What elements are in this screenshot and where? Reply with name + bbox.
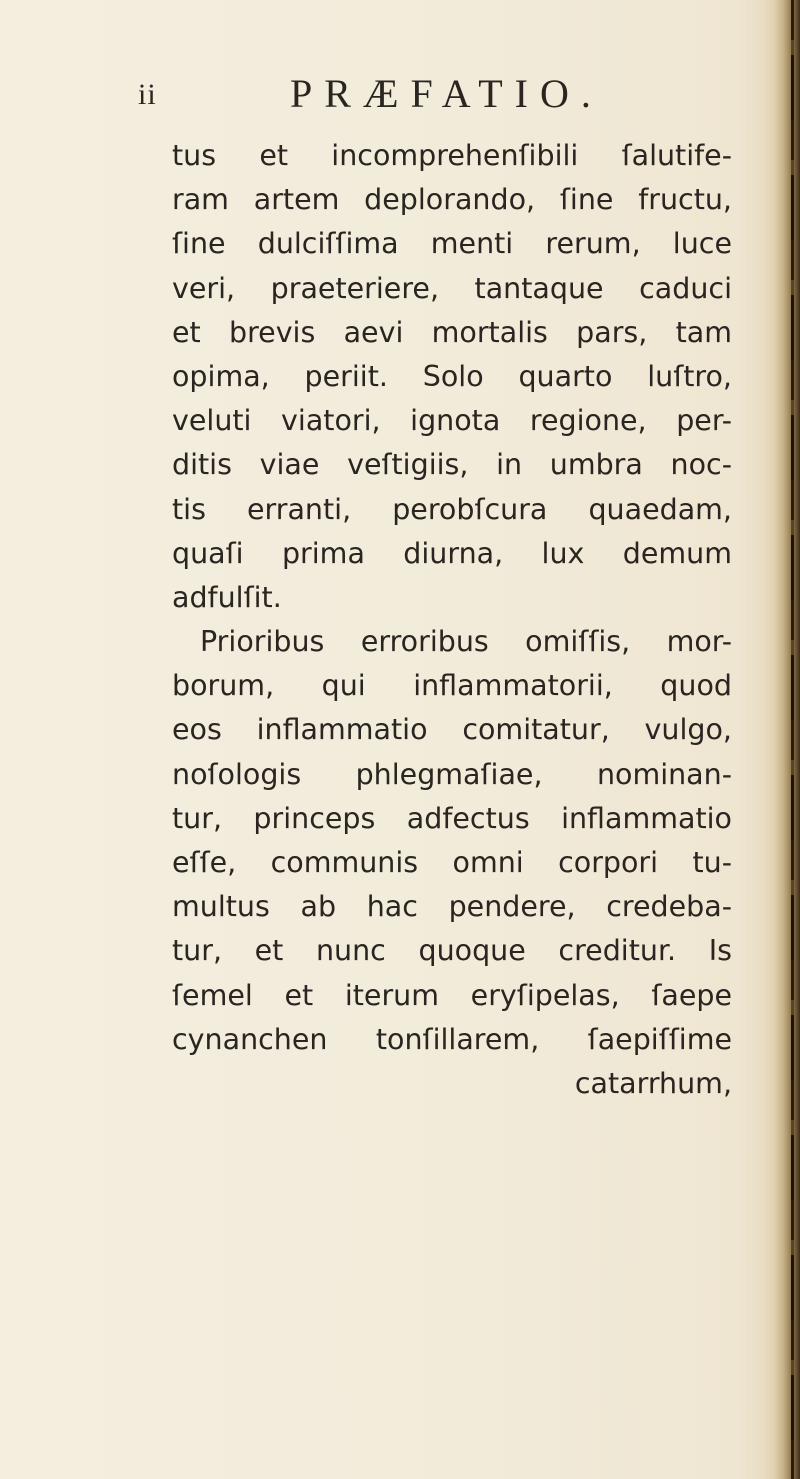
text-line: tur, et nunc quoque creditur. Is <box>172 934 732 968</box>
text-line: tur, princeps adfectus inflammatio <box>172 801 732 835</box>
text-line: eos inflammatio comitatur, vulgo, <box>172 713 732 747</box>
paragraph-2 <box>172 620 732 1062</box>
text-line: veri, praeteriere, tantaque caduci <box>172 271 732 305</box>
text-line: tis erranti, perobſcura quaedam, <box>172 492 732 526</box>
text-line: cynanchen tonſillarem, ſaepiſſime <box>172 1022 732 1056</box>
text-line: et brevis aevi mortalis pars, tam <box>172 315 732 349</box>
running-title: PRÆFATIO. <box>290 71 603 116</box>
text-line: multus ab hac pendere, credeba- <box>172 890 732 924</box>
text-line: Prioribus erroribus omiſſis, mor- <box>200 625 732 659</box>
text-line: ſine dulciſſima menti rerum, luce <box>172 227 732 261</box>
catchword: catarrhum, <box>574 1066 732 1100</box>
text-line: ſemel et iterum eryſipelas, ſaepe <box>172 978 732 1012</box>
text-line: adfulſit. <box>172 580 282 614</box>
text-line: veluti viatori, ignota regione, per- <box>172 404 732 438</box>
text-line: quaſi prima diurna, lux demum <box>172 536 732 570</box>
text-line: opima, periit. Solo quarto luſtro, <box>172 359 732 393</box>
body-text <box>172 134 732 1106</box>
paragraph-1 <box>172 134 732 620</box>
text-line: borum, qui inflammatorii, quod <box>172 669 732 703</box>
text-line: tus et incomprehenſibili ſalutife- <box>172 139 732 172</box>
text-line: ditis viae veſtigiis, in umbra noc- <box>172 448 732 482</box>
page-number: ii <box>138 78 157 111</box>
page-header <box>138 70 738 120</box>
text-line: eſſe, communis omni corpori tu- <box>172 846 732 879</box>
binding-edge <box>762 0 800 1479</box>
text-line: ram artem deplorando, ſine fructu, <box>172 183 732 217</box>
text-line: noſologis phlegmaſiae, nominan- <box>172 757 732 791</box>
